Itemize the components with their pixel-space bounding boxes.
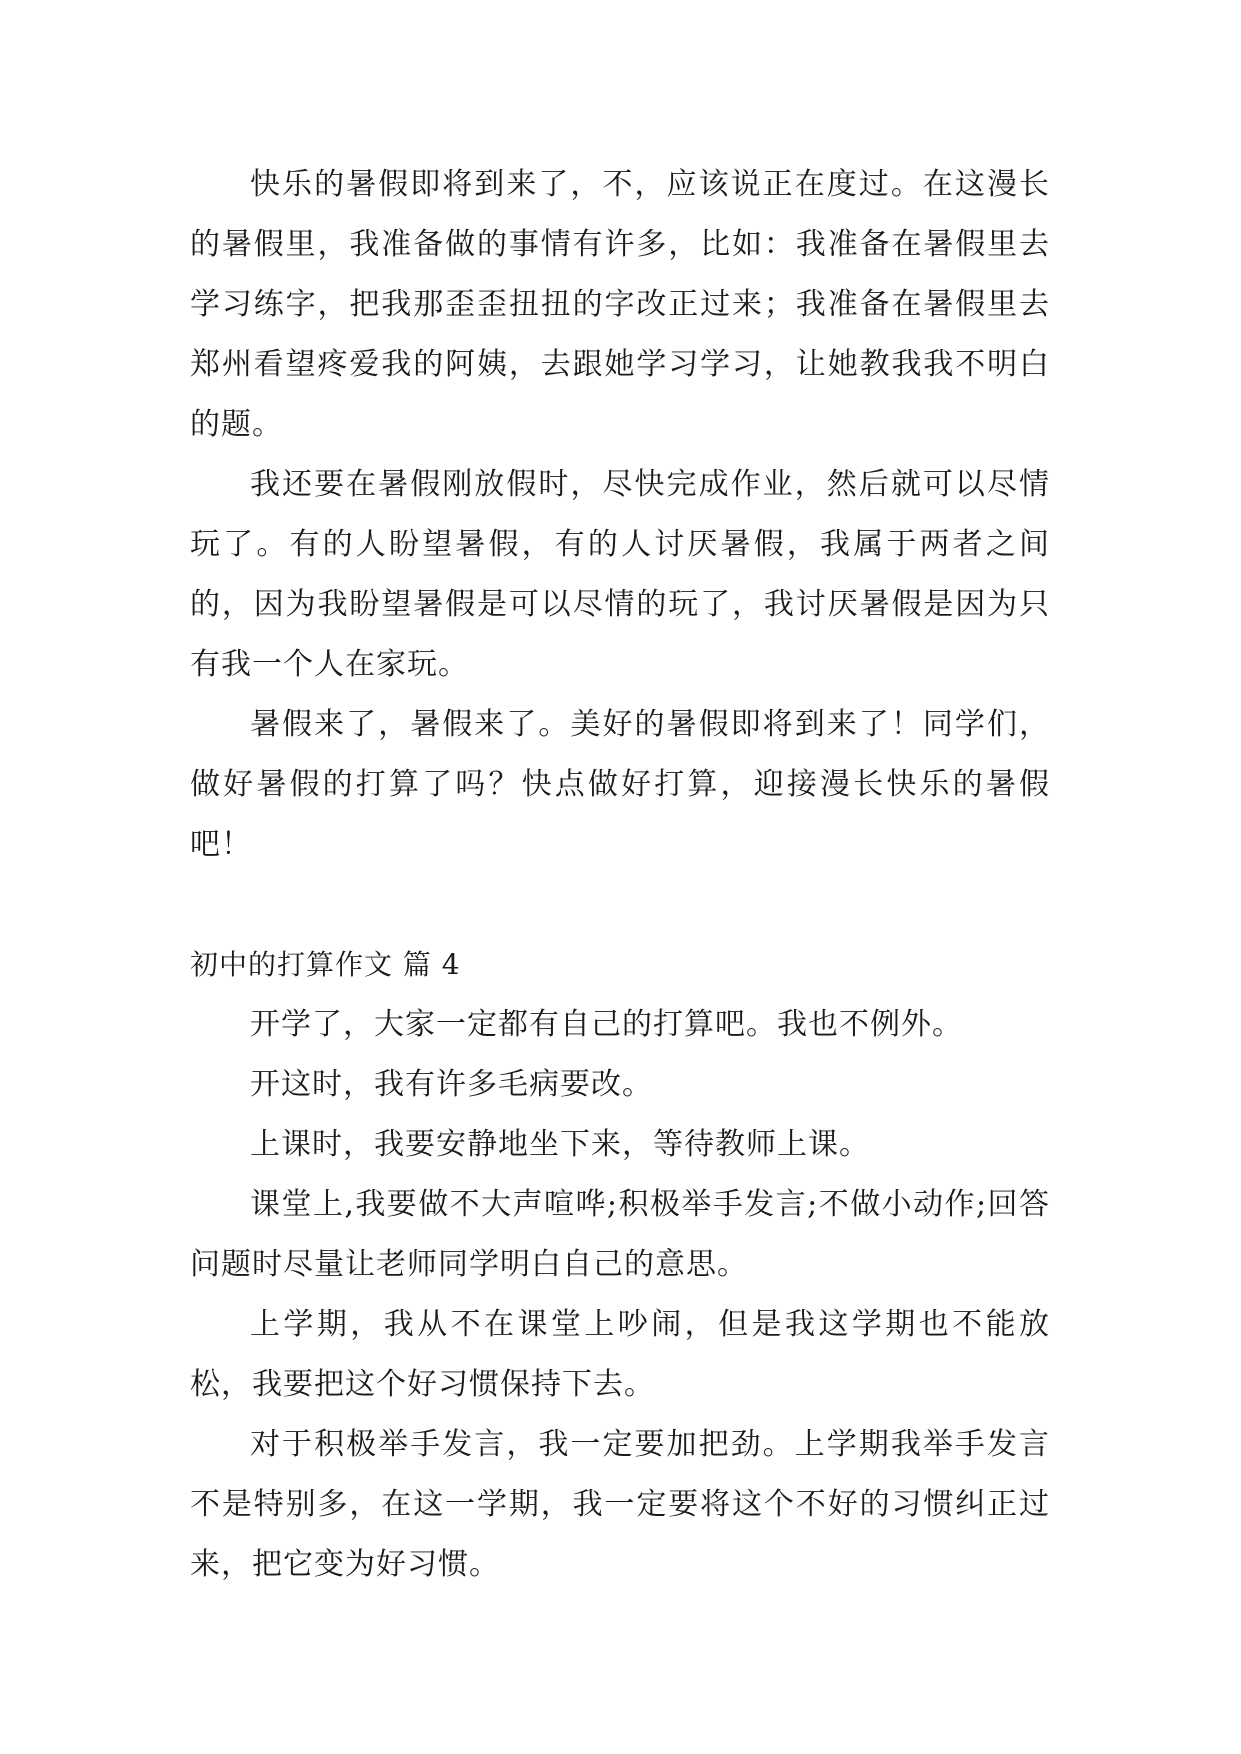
- section-heading: 初中的打算作文 篇 4: [190, 948, 461, 981]
- paragraph: 暑假来了，暑假来了。美好的暑假即将到来了！同学们，做好暑假的打算了吗？快点做好打算，迎接漫长快乐的暑假吧！: [190, 707, 1050, 862]
- paragraph: 课堂上,我要做不大声喧哗;积极举手发言;不做小动作;回答问题时尽量让老师同学明白自己的意思。: [190, 1187, 1050, 1282]
- paragraph: 对于积极举手发言，我一定要加把劲。上学期我举手发言不是特别多，在这一学期，我一定要将这个不好的习惯纠正过来，把它变为好习惯。: [190, 1427, 1050, 1582]
- paragraph: 开学了，大家一定都有自己的打算吧。我也不例外。: [250, 1007, 963, 1042]
- document-body: [190, 155, 1050, 1595]
- paragraph: 上课时，我要安静地坐下来，等待教师上课。: [250, 1127, 870, 1162]
- paragraph: 我还要在暑假刚放假时，尽快完成作业，然后就可以尽情玩了。有的人盼望暑假，有的人讨厌暑假，我属于两者之间的，因为我盼望暑假是可以尽情的玩了，我讨厌暑假是因为只有我一个人在家玩。: [190, 467, 1050, 682]
- paragraph: 快乐的暑假即将到来了，不，应该说正在度过。在这漫长的暑假里，我准备做的事情有许多，比如：我准备在暑假里去学习练字，把我那歪歪扭扭的字改正过来；我准备在暑假里去郑州看望疼爱我的阿姨，去跟她学习学习，让她教我我不明白的题。: [190, 167, 1050, 442]
- section-spacer: [190, 875, 1050, 935]
- paragraph: 开这时，我有许多毛病要改。: [250, 1067, 653, 1102]
- paragraph: 上学期，我从不在课堂上吵闹，但是我这学期也不能放松，我要把这个好习惯保持下去。: [190, 1307, 1050, 1402]
